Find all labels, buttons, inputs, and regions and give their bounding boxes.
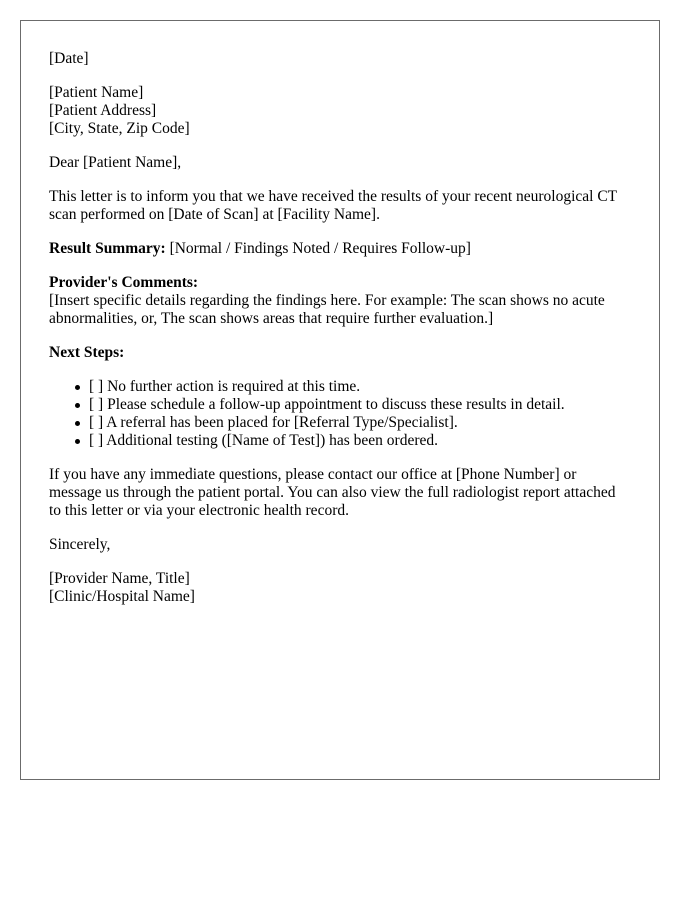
next-step-item: [ ] No further action is required at this time. [89, 378, 631, 396]
letter-page [20, 20, 660, 780]
recipient-city-state-zip: [City, State, Zip Code] [49, 120, 190, 137]
signature-block [49, 570, 631, 606]
provider-comments-text: [Insert specific details regarding the findings here. For example: The scan shows no acute abnormalities, or, The scan shows areas that require further evaluation.] [49, 292, 605, 327]
intro-paragraph: This letter is to inform you that we have received the results of your recent neurological CT scan performed on [Date of Scan] at [Facility Name]. [49, 188, 617, 223]
result-summary-value: [Normal / Findings Noted / Requires Follow-up] [169, 240, 471, 257]
next-steps-heading: Next Steps: [49, 344, 125, 361]
next-steps-list [49, 378, 631, 450]
provider-comments-label: Provider's Comments: [49, 274, 199, 291]
next-step-item: [ ] A referral has been placed for [Referral Type/Specialist]. [89, 414, 631, 432]
signature-organization: [Clinic/Hospital Name] [49, 588, 195, 605]
next-step-item: [ ] Please schedule a follow-up appointment to discuss these results in detail. [89, 396, 631, 414]
letter-date: [Date] [49, 50, 89, 67]
signature-provider: [Provider Name, Title] [49, 570, 190, 587]
salutation: Dear [Patient Name], [49, 154, 182, 171]
provider-comments [49, 274, 631, 328]
recipient-block [49, 84, 631, 138]
next-step-item: [ ] Additional testing ([Name of Test]) has been ordered. [89, 432, 631, 450]
closing: Sincerely, [49, 536, 111, 553]
recipient-address: [Patient Address] [49, 102, 157, 119]
result-summary-label: Result Summary: [49, 240, 166, 257]
recipient-name: [Patient Name] [49, 84, 144, 101]
contact-paragraph: If you have any immediate questions, please contact our office at [Phone Number] or message us through the patient portal. You can also view the full radiologist report attached to this letter or via your electronic health record. [49, 466, 616, 519]
result-summary [49, 240, 631, 258]
